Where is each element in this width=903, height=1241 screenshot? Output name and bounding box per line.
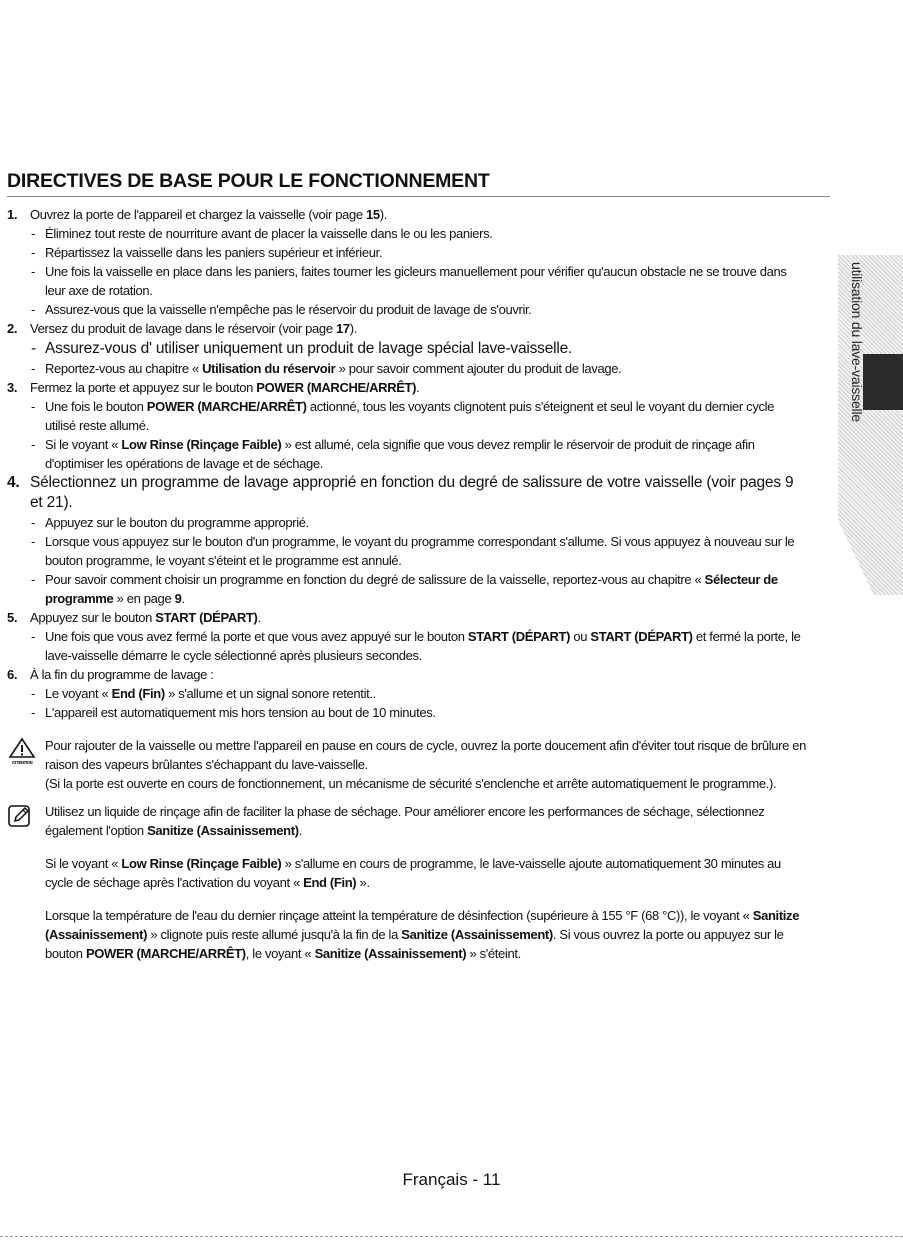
step-3-sub-1: - Une fois le bouton POWER (MARCHE/ARRÊT) actionné, tous les voyants clignotent puis s'éteignent et seul le voyant du dernier cycle utilisé reste allumé. [31,399,775,433]
step-4: 4. Sélectionnez un programme de lavage approprié en fonction du degré de salissure de votre vaisselle (voir pages 9 et 21). [7,474,794,511]
step-1: 1. Ouvrez la porte de l'appareil et chargez la vaisselle (voir page 15). [7,207,387,222]
warning-icon-label: ATTENTION [11,760,33,765]
step-number: 4. [7,474,20,491]
page-bottom-divider [0,1236,903,1237]
note-paragraph-3: Lorsque la température de l'eau du dernier rinçage atteint la température de désinfection (supérieure à 155 °F (68 °C)), le voyant « Sanitize (Assainissement) » clignote puis reste allumé jusqu'à la fin de la Sanitize (Assainissement). Si vous ouvrez la porte ou appuyez sur le bouton POWER (MARCHE/ARRÊT), le voyant « Sanitize (Assainissement) » s'éteint. [45,908,800,961]
page-title: DIRECTIVES DE BASE POUR LE FONCTIONNEMENT [7,170,830,197]
step-number: 1. [7,207,18,222]
step-4-sub-2: - Lorsque vous appuyez sur le bouton d'un programme, le voyant du programme correspondant s'allume. Si vous appuyez à nouveau sur le bouton programme, le voyant s'éteint et le programme est annulé. [31,534,795,568]
step-1-sub-1: - Éliminez tout reste de nourriture avant de placer la vaisselle dans le ou les paniers. [31,226,493,241]
step-5-sub-1: - Une fois que vous avez fermé la porte et que vous avez appuyé sur le bouton START (DÉPART) ou START (DÉPART) et fermé la porte, le lave-vaisselle démarre le cycle sélectionné après plusieurs secondes. [31,629,801,663]
step-1-sub-4: - Assurez-vous que la vaisselle n'empêche pas le réservoir du produit de lavage de s'ouvrir. [31,302,532,317]
instructions-body [7,205,807,963]
step-6-sub-1: - Le voyant « End (Fin) » s'allume et un signal sonore retentit.. [31,686,376,701]
step-5: 5. Appuyez sur le bouton START (DÉPART). [7,610,261,625]
step-6: 6. À la fin du programme de lavage : [7,667,214,682]
step-3-sub-2: - Si le voyant « Low Rinse (Rinçage Faible) » est allumé, cela signifie que vous devez remplir le réservoir de produit de rinçage afin d'optimiser les opérations de lavage et de séchage. [31,437,755,471]
step-4-sub-3: - Pour savoir comment choisir un programme en fonction du degré de salissure de la vaisselle, reportez-vous au chapitre « Sélecteur de programme » en page 9. [31,572,778,606]
step-number: 3. [7,380,18,395]
step-1-sub-3: - Une fois la vaisselle en place dans les paniers, faites tourner les gicleurs manuellement pour vérifier qu'aucun obstacle ne se trouve dans leur axe de rotation. [31,264,787,298]
step-number: 6. [7,667,18,682]
step-number: 5. [7,610,18,625]
side-tab-label: utilisation du lave-vaisselle [849,262,865,422]
step-2-sub-1: - Assurez-vous d' utiliser uniquement un produit de lavage spécial lave-vaisselle. [31,340,573,357]
step-3: 3. Fermez la porte et appuyez sur le bouton POWER (MARCHE/ARRÊT). [7,380,420,395]
step-6-sub-2: - L'appareil est automatiquement mis hors tension au bout de 10 minutes. [31,705,436,720]
page-footer: Français - 11 [402,1170,501,1189]
step-2: 2. Versez du produit de lavage dans le réservoir (voir page 17). [7,321,357,336]
note-block: Utilisez un liquide de rinçage afin de faciliter la phase de séchage. Pour améliorer encore les performances de séchage, sélectionnez également l'option Sanitize (Assainissement). [7,802,807,840]
note-paragraph-2: Si le voyant « Low Rinse (Rinçage Faible) » s'allume en cours de programme, le lave-vaisselle ajoute automatiquement 30 minutes au cycle de séchage après l'activation du voyant « End (Fin) ». [45,856,781,890]
step-2-sub-2: - Reportez-vous au chapitre « Utilisation du réservoir » pour savoir comment ajouter du produit de lavage. [31,361,622,376]
step-4-sub-1: - Appuyez sur le bouton du programme approprié. [31,515,309,530]
step-number: 2. [7,321,18,336]
warning-triangle-icon [7,736,37,766]
step-1-sub-2: - Répartissez la vaisselle dans les paniers supérieur et inférieur. [31,245,383,260]
side-tab-marker [863,354,903,410]
warning-block: ATTENTION Pour rajouter de la vaisselle ou mettre l'appareil en pause en cours de cycle, ouvrez la porte doucement afin d'éviter tout risque de brûlure en raison des vapeurs brûlantes s'échappant du lave-vaisselle. (Si la porte est ouverte en cours de fonctionnement, un mécanisme de sécurité s'enclenche et arrête automatiquement le programme.). [7,736,807,793]
note-pencil-icon [7,803,33,829]
